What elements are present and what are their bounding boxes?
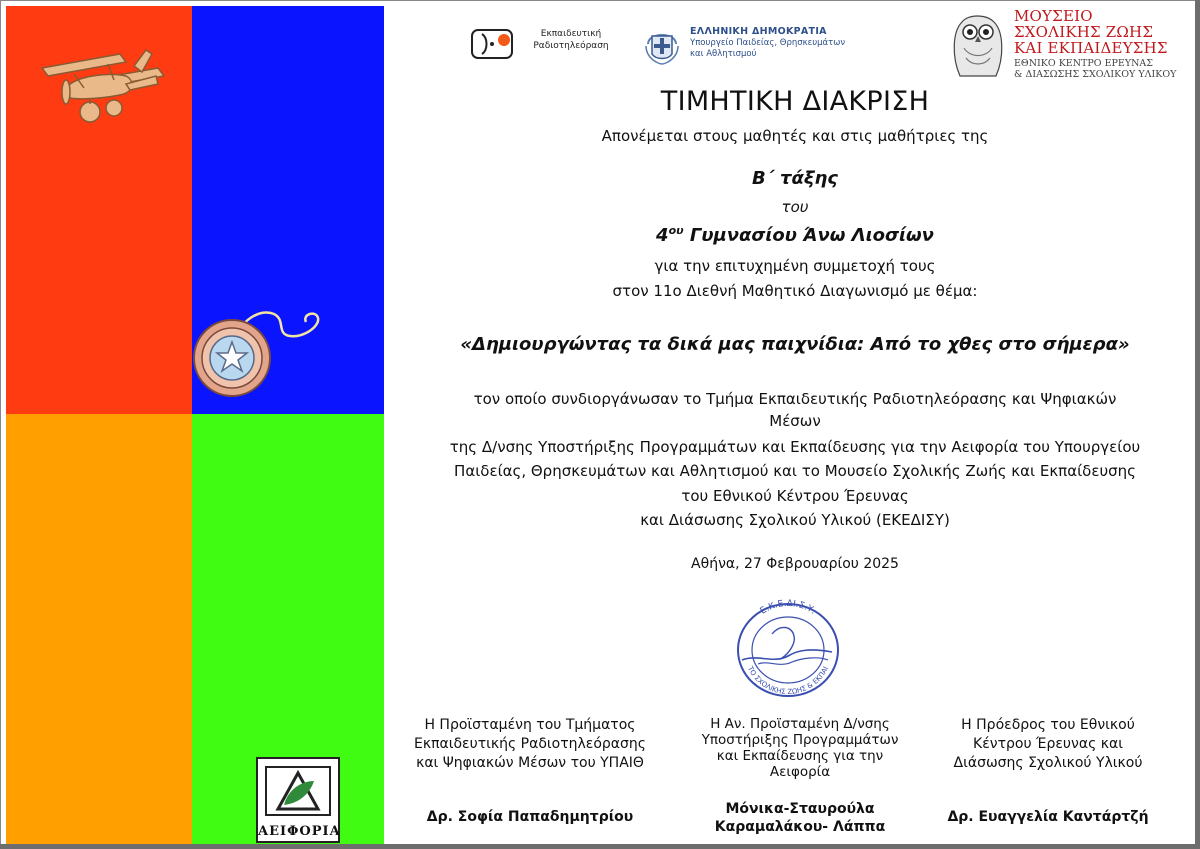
signatory-2-role-line1: Η Αν. Προϊσταμένη Δ/νσης (710, 716, 890, 732)
organisers-line1: τον οποίο συνδιοργάνωσαν το Τμήμα Εκπαιδευτικής Ραδιοτηλεόρασης και Ψηφιακών (473, 390, 1117, 408)
owl-logo-icon (946, 8, 1010, 80)
participation-line2: στον 11ο Διεθνή Μαθητικό Διαγωνισμό με θέμα: (612, 282, 978, 300)
museum-line3: ΚΑΙ ΕΚΠΑΙΔΕΥΣΗΣ (1014, 39, 1168, 57)
aeiforia-logo (256, 757, 340, 843)
ministry-line1: ΕΛΛΗΝΙΚΗ ΔΗΜΟΚΡΑΤΙΑ (690, 26, 827, 37)
edu-tv-logo-text: Εκπαιδευτική Ραδιοτηλεόραση (533, 29, 609, 51)
toy-airplane-icon (38, 46, 168, 130)
museum-line4: ΕΘΝΙΚΟ ΚΕΝΤΡΟ ΕΡΕΥΝΑΣ (1014, 58, 1153, 69)
school-line (400, 224, 1190, 246)
signatory-2-role-line4: Αειφορία (769, 764, 831, 780)
page-shadow-bottom (0, 844, 1200, 849)
school-number: 4 (656, 225, 669, 246)
aeiforia-logo-text: ΑΕΙΦΟΡΙΑ (258, 824, 341, 839)
museum-line5: & ΔΙΑΣΩΣΗΣ ΣΧΟΛΙΚΟΥ ΥΛΙΚΟΥ (1014, 69, 1177, 80)
svg-text:Ε.Κ.Ε.ΔΙ.Σ.Υ. (759, 599, 818, 617)
school-name: Γυμνασίου Άνω Λιοσίων (683, 225, 934, 246)
orange-panel (6, 414, 192, 844)
signatory-2-name-line1: Μόνικα-Σταυρούλα (725, 801, 875, 817)
edu-tv-logo-icon (468, 24, 520, 64)
signatory-2-role-line3: και Εκπαίδευσης για την (716, 748, 884, 764)
ekedisy-stamp (728, 594, 848, 700)
signatory-1-role (390, 716, 670, 773)
signatory-3-role-line2: Κέντρου Έρευνας και (973, 736, 1123, 752)
class-line: Β΄ τάξης (752, 168, 838, 189)
school-ordinal: ου (668, 224, 684, 237)
certificate-date: Αθήνα, 27 Φεβρουαρίου 2025 (691, 556, 899, 572)
organisers-line2: Μέσων (769, 412, 821, 430)
organisers-line6: και Διάσωσης Σχολικού Υλικού (ΕΚΕΔΙΣΥ) (640, 511, 950, 529)
greek-republic-emblem-icon (642, 24, 682, 66)
awarded-line: Απονέμεται στους μαθητές και στις μαθήτριες της (601, 127, 989, 145)
organisers-line4: Παιδείας, Θρησκευμάτων και Αθλητισμού και το Μουσείο Σχολικής Ζωής και Εκπαίδευσης (454, 462, 1136, 480)
signatory-3-role-line3: Διάσωσης Σχολικού Υλικού (953, 755, 1143, 771)
of-line: του (781, 198, 809, 216)
signatory-1-name: Δρ. Σοφία Παπαδημητρίου (426, 809, 634, 825)
museum-line2: ΣΧΟΛΙΚΗΣ ΖΩΗΣ (1014, 23, 1154, 41)
ministry-line2: Υπουργείο Παιδείας, Θρησκευμάτων (690, 38, 846, 48)
organisers-line5: του Εθνικού Κέντρου Έρευνας (681, 487, 909, 505)
signatory-2-role (680, 716, 920, 780)
signatory-2-name (680, 800, 920, 836)
signatory-3-role-line1: Η Πρόεδρος του Εθνικού (961, 717, 1135, 733)
museum-logo-text (1014, 8, 1194, 80)
stamp-top-text: Ε.Κ.Ε.ΔΙ.Σ.Υ. (758, 598, 818, 617)
certificate-title: ΤΙΜΗΤΙΚΗ ΔΙΑΚΡΙΣΗ (660, 86, 930, 117)
ministry-line3: και Αθλητισμού (690, 49, 757, 59)
signatory-2-role-line2: Υποστήριξης Προγραμμάτων (701, 732, 899, 748)
signatory-3-role (920, 716, 1176, 773)
signatory-1-role-line2: Εκπαιδευτικής Ραδιοτηλεόρασης (413, 736, 647, 752)
museum-line1: ΜΟΥΣΕΙΟ (1014, 7, 1093, 25)
contest-theme: «Δημιουργώντας τα δικά μας παιχνίδια: Από το χθες στο σήμερα» (460, 334, 1130, 355)
aeiforia-leaf-icon (258, 759, 338, 819)
signatory-1-role-line3: και Ψηφιακών Μέσων του ΥΠΑΙΘ (416, 755, 644, 771)
signatory-2-name-line2: Καραμαλάκου- Λάππα (714, 819, 886, 835)
participation-line1: για την επιτυχημένη συμμετοχή τους (654, 257, 936, 275)
stamp-bottom-text: ΤΟ ΣΧΟΛΙΚΗΣ ΖΩΗΣ & ΕΚΠΑΙ (745, 665, 831, 697)
signatory-1-role-line1: Η Προϊσταμένη του Τμήματος (424, 717, 636, 733)
page-shadow-right (1195, 0, 1200, 849)
organisers-line3: της Δ/νσης Υποστήριξης Προγραμμάτων και Εκπαίδευσης για την Αειφορία του Υπουργείου (449, 438, 1141, 456)
signatory-3-name: Δρ. Ευαγγελία Καντάρτζή (947, 809, 1149, 825)
yoyo-icon (190, 300, 330, 410)
ministry-logo-text (690, 26, 860, 60)
